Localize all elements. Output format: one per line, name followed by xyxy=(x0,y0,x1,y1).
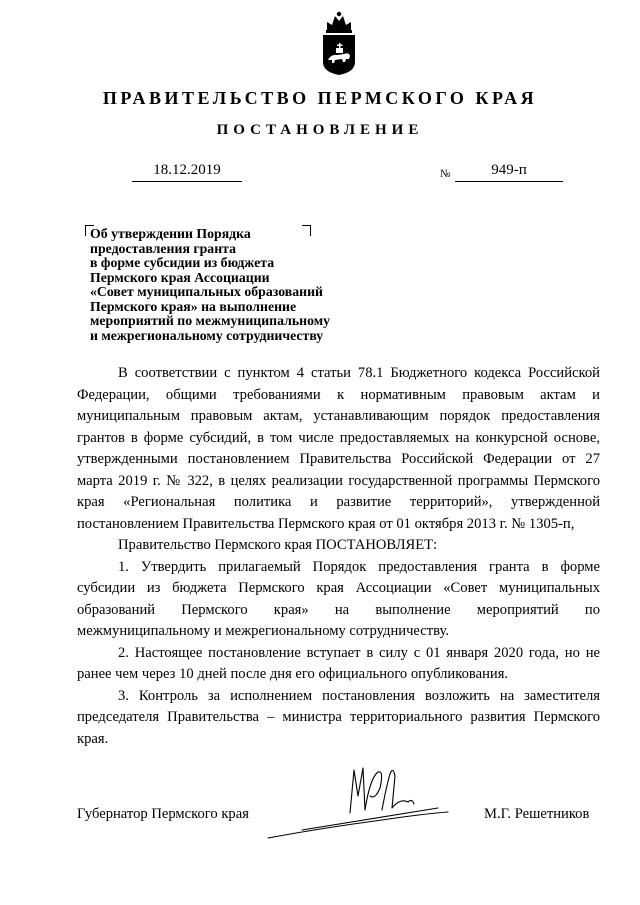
document-body xyxy=(77,363,600,750)
body-paragraph-item-3: 3. Контроль за исполнением постановления возложить на заместителя председателя Правительства – министра территориального развития Пермского края. xyxy=(77,687,600,747)
number-sign: № xyxy=(440,168,451,180)
coat-of-arms-icon xyxy=(319,10,359,76)
body-paragraph-item-1: 1. Утвердить прилагаемый Порядок предоставления гранта в форме субсидии из бюджета Пермского края Ассоциации «Совет муниципальных образований Пермского края» на выполнение мероприятий по межмуниципальному и межрегиональному сотрудничеству. xyxy=(77,558,600,639)
subject-line: в форме субсидии из бюджета xyxy=(90,255,275,270)
document-date: 18.12.2019 xyxy=(132,160,242,182)
body-paragraph-resolves: Правительство Пермского края ПОСТАНОВЛЯЕТ: xyxy=(118,537,438,553)
signatory-position: Губернатор Пермского края xyxy=(77,806,249,822)
handwritten-signature xyxy=(262,758,452,848)
subject-line: Пермского края Ассоциации xyxy=(90,269,270,285)
subject-line: «Совет муниципальных образований xyxy=(90,284,323,299)
subject-line: мероприятий по межмуниципальному xyxy=(90,313,331,328)
subject-line: Пермского края» на выполнение xyxy=(90,298,297,314)
document-type: ПОСТАНОВЛЕНИЕ xyxy=(216,122,424,138)
subject-line: Об утверждении Порядка xyxy=(90,226,251,241)
body-paragraph-preamble: В соответствии с пунктом 4 статьи 78.1 Бюджетного кодекса Российской Федерации, общими требованиями к нормативным правовым актам и муниципальным правовым актам, устанавливающим порядок предоставления грантов в форме субсидий, в том числе предоставляемых на конкурсной основе, утвержденными постановлением Правительства Российской Федерации от 27 марта 2019 г. № 322, в целях реализации государственной программы Пермского края «Региональная политика и развитие территорий», утвержденной постановлением Правительства Пермского края от 01 октября 2013 г. № 1305-п, xyxy=(77,365,600,532)
document-subject xyxy=(90,227,365,343)
subject-line: предоставления гранта xyxy=(90,240,236,256)
subject-line: и межрегиональному сотрудничеству xyxy=(90,327,324,343)
document-number: 949-п xyxy=(455,160,563,182)
signatory-name: М.Г. Решетников xyxy=(484,806,590,822)
government-title: ПРАВИТЕЛЬСТВО ПЕРМСКОГО КРАЯ xyxy=(102,88,538,108)
body-paragraph-item-2: 2. Настоящее постановление вступает в силу с 01 января 2020 года, но не ранее чем через 10 дней после дня его официального опубликования. xyxy=(77,644,600,682)
